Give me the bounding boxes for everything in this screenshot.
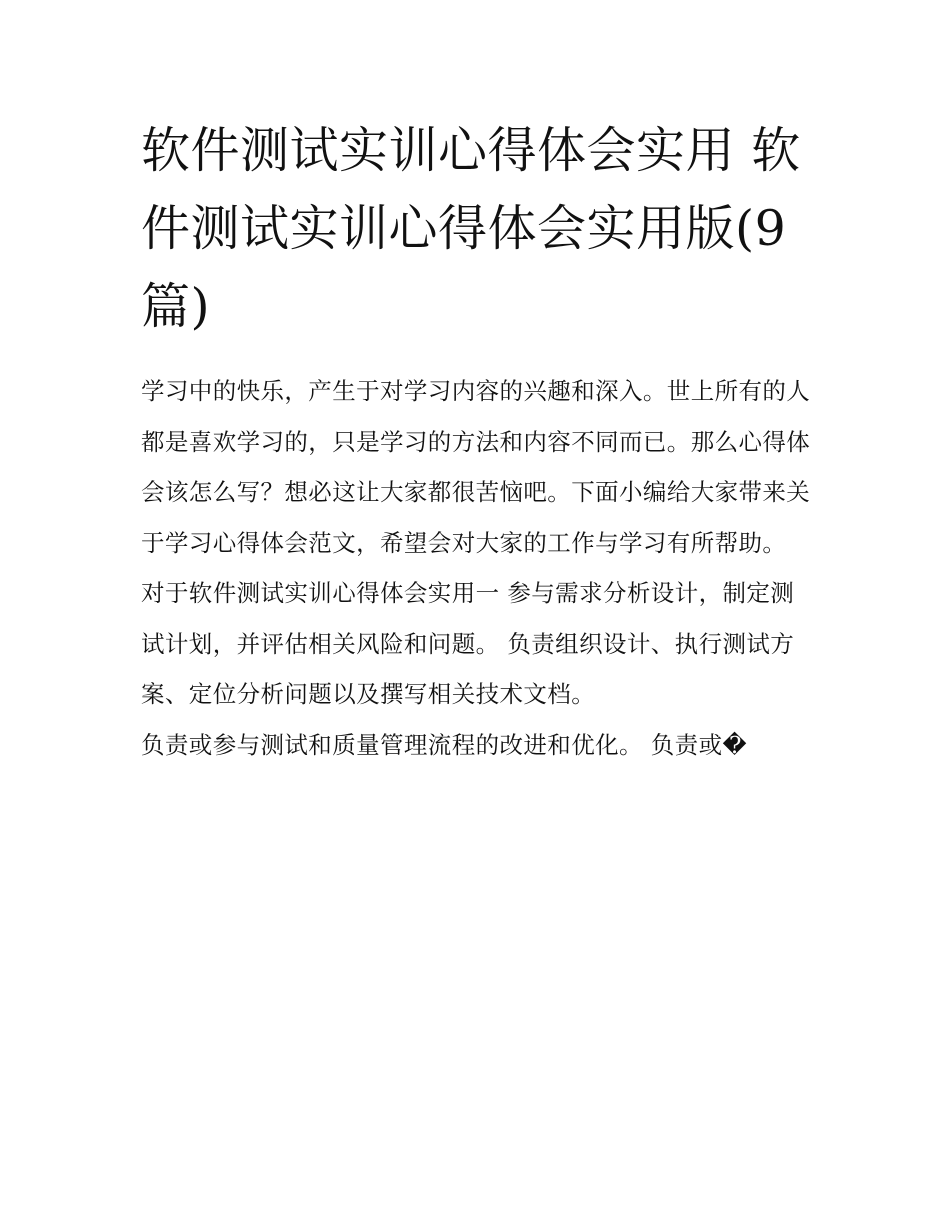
- paragraph-process: 负责或参与测试和质量管理流程的改进和优化。 负责或�: [141, 730, 747, 759]
- document-body: [141, 112, 813, 770]
- paragraph-responsibilities: 对于软件测试实训心得体会实用一 参与需求分析设计，制定测试计划，并评估相关风险和问题。 负责组织设计、执行测试方案、定位分析问题以及撰写相关技术文档。: [141, 579, 795, 708]
- paragraph-intro: 学习中的快乐，产生于对学习内容的兴趣和深入。世上所有的人都是喜欢学习的，只是学习的方法和内容不同而已。那么心得体会该怎么写？想必这让大家都很苦恼吧。下面小编给大家带来关于学习心得体会范文，希望会对大家的工作与学习有所帮助。: [141, 377, 811, 557]
- document-title: 软件测试实训心得体会实用 软件测试实训心得体会实用版(9篇): [141, 122, 801, 335]
